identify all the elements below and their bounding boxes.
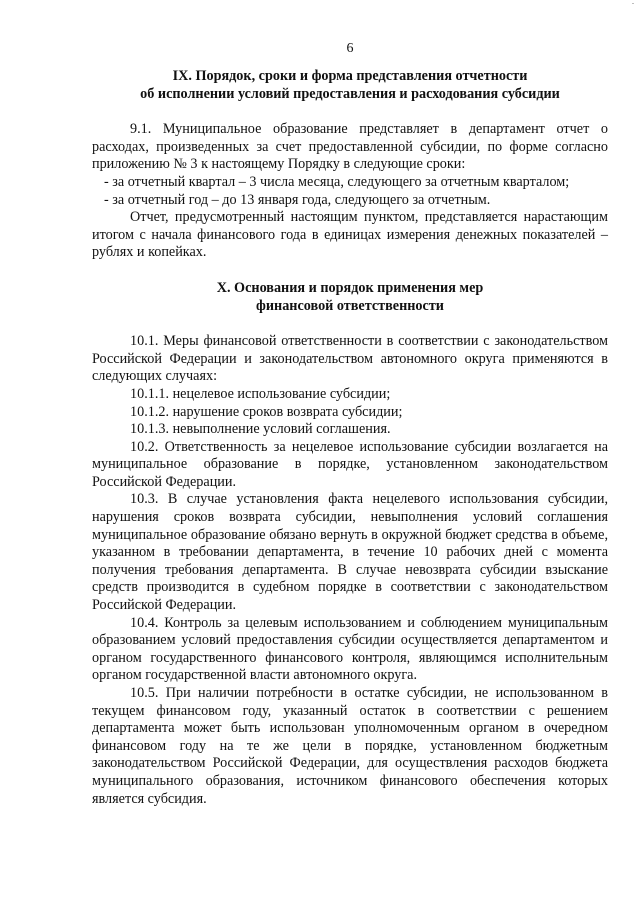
paragraph-10-1-2: 10.1.2. нарушение сроков возврата субсидии; bbox=[130, 403, 403, 420]
section-10-heading-line-1: X. Основания и порядок применения мер bbox=[216, 279, 484, 296]
paragraph-9-1: 9.1. Муниципальное образование представляет в департамент отчет о расходах, произведенных за счет предоставленной субсидии, по форме согласно приложению № 3 к настоящему Порядку в следующие сроки: bbox=[92, 121, 608, 173]
paragraph-10-1: 10.1. Меры финансовой ответственности в соответствии с законодательством Российской Федерации и законодательством автономного округа применяются в следующих случаях: bbox=[92, 333, 608, 385]
document-body bbox=[92, 68, 608, 808]
paragraph-10-5: 10.5. При наличии потребности в остатке субсидии, не использованном в текущем финансовом году, указанный остаток в соответствии с решением департамента может быть использован уполномоченным органом в очередном финансовом году на те же цели в порядке, установленном бюджетным законодательством Российской Федерации, для осуществления расходов бюджета муниципального образования, источником финансового обеспечения которых является субсидия. bbox=[92, 685, 608, 807]
paragraph-10-1-3: 10.1.3. невыполнение условий соглашения. bbox=[130, 421, 391, 438]
section-9-heading-line-2: об исполнении условий предоставления и расходования субсидии bbox=[140, 85, 560, 102]
paragraph-10-1-1: 10.1.1. нецелевое использование субсидии; bbox=[130, 385, 391, 402]
section-10-heading-line-2: финансовой ответственности bbox=[256, 297, 444, 314]
paragraph-10-4: 10.4. Контроль за целевым использованием и соблюдением муниципальным образованием условий предоставления субсидии осуществляется департаментом и органом государственного финансового контроля, являющимся исполнительным органом государственной власти автономного округа. bbox=[92, 614, 608, 684]
paragraph-9-report: Отчет, предусмотренный настоящим пунктом, представляется нарастающим итогом с начала финансового года в единицах измерения денежных показателей – рублях и копейках. bbox=[92, 209, 608, 261]
paragraph-9-1-year: - за отчетный год – до 13 января года, следующего за отчетным. bbox=[104, 191, 491, 208]
page-number: 6 bbox=[346, 41, 354, 56]
section-10-heading bbox=[92, 280, 608, 315]
paragraph-9-1-quarter: - за отчетный квартал – 3 числа месяца, следующего за отчетным кварталом; bbox=[104, 173, 570, 190]
section-9-heading bbox=[92, 68, 608, 103]
section-9-heading-line-1: IX. Порядок, сроки и форма представления отчетности bbox=[172, 68, 528, 84]
paragraph-10-3: 10.3. В случае установления факта нецелевого использования субсидии, нарушения сроков возврата субсидии, невыполнения условий соглашения муниципальное образование обязано вернуть в окружной бюджет средства в объеме, указанном в требовании департамента, в течение 10 рабочих дней с момента получения требования департамента. В случае невозврата субсидии взыскание средств производится в судебном порядке в соответствии с законодательством Российской Федерации. bbox=[92, 491, 608, 614]
corner-mark: - bbox=[632, 1, 634, 7]
paragraph-10-2: 10.2. Ответственность за нецелевое использование субсидии возлагается на муниципальное образование в порядке, установленном законодательством Российской Федерации. bbox=[92, 438, 608, 490]
